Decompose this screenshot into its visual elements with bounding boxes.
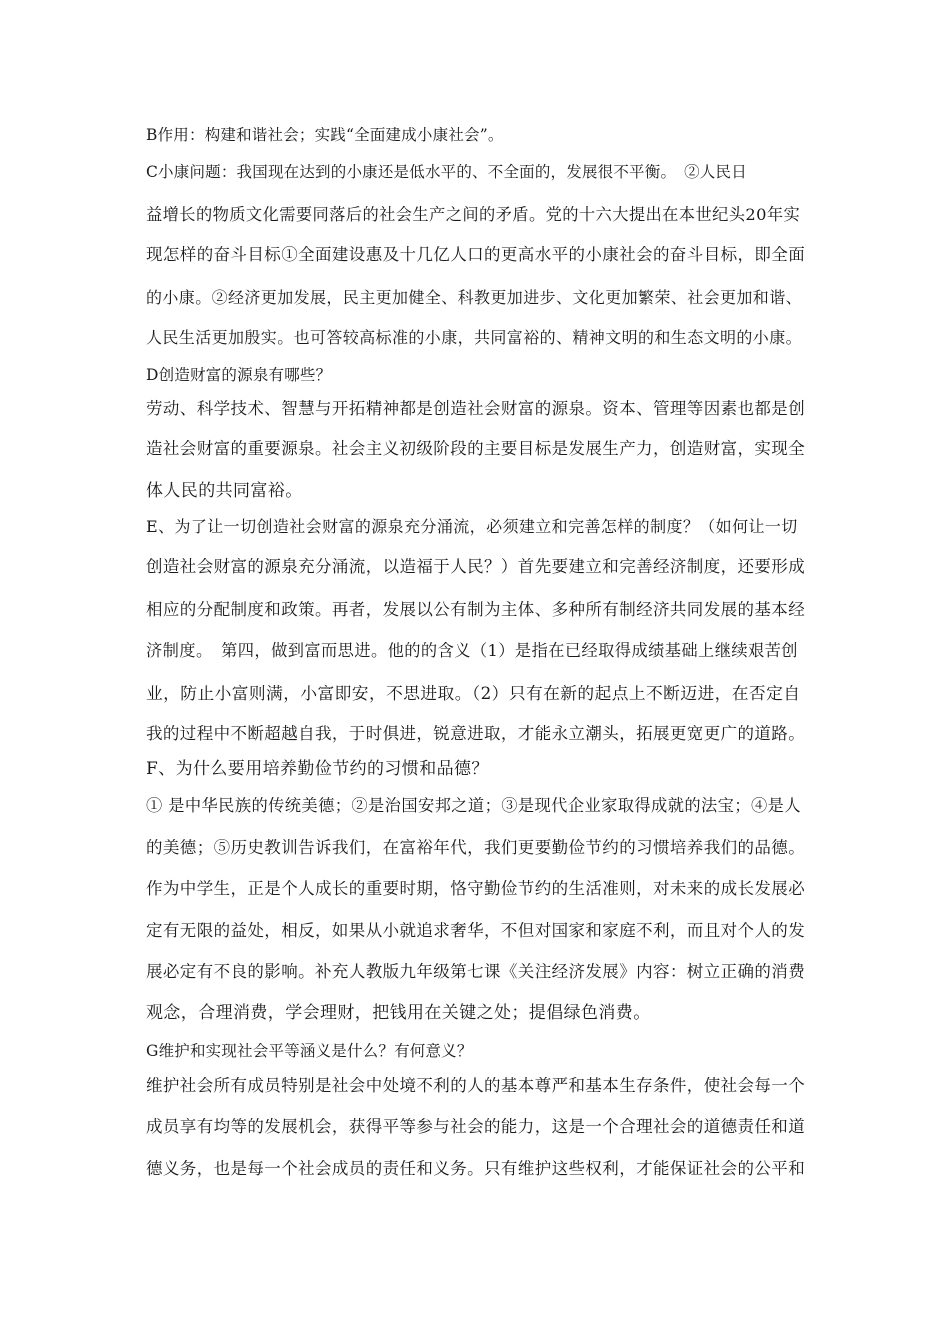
- paragraph-line: 我的过程中不断超越自我，于时俱进，锐意进取，才能永立潮头，拓展更宽更广的道路。: [146, 724, 806, 743]
- paragraph-line: 观念，合理消费，学会理财，把钱用在关键之处；提倡绿色消费。: [146, 1003, 651, 1023]
- section-heading-f: F、为什么要用培养勤俭节约的习惯和品德？: [146, 759, 489, 779]
- section-heading-c: C小康问题：我国现在达到的小康还是低水平的、不全面的，发展很不平衡。 ②人民日: [146, 163, 747, 181]
- paragraph-line: 的美德；⑤历史教训告诉我们，在富裕年代，我们更要勤俭节约的习惯培养我们的品德。: [146, 838, 806, 857]
- paragraph-line: 益增长的物质文化需要同落后的社会生产之间的矛盾。党的十六大提出在本世纪头20年实: [146, 205, 801, 224]
- paragraph-line: 维护社会所有成员特别是社会中处境不利的人的基本尊严和基本生存条件，使社会每一个: [146, 1076, 806, 1095]
- paragraph-line: 相应的分配制度和政策。再者，发展以公有制为主体、多种所有制经济共同发展的基本经: [146, 600, 806, 619]
- paragraph-line: 成员享有均等的发展机会，获得平等参与社会的能力，这是一个合理社会的道德责任和道: [146, 1117, 806, 1136]
- paragraph-line: 济制度。 第四，做到富而思进。他的的含义（1）是指在已经取得成绩基础上继续艰苦创: [146, 641, 798, 660]
- paragraph-line: 人民生活更加殷实。也可答较高标准的小康，共同富裕的、精神文明的和生态文明的小康。: [146, 328, 803, 347]
- paragraph-line: 定有无限的益处，相反，如果从小就追求奢华，不但对国家和家庭不利，而且对个人的发: [146, 921, 806, 940]
- paragraph-line: 创造社会财富的源泉充分涌流，以造福于人民？）首先要建立和完善经济制度，还要形成: [146, 557, 806, 576]
- paragraph-line: 德义务，也是每一个社会成员的责任和义务。只有维护这些权利，才能保证社会的公平和: [146, 1159, 806, 1178]
- paragraph-line: 现怎样的奋斗目标①全面建设惠及十几亿人口的更高水平的小康社会的奋斗目标，即全面: [146, 245, 806, 264]
- paragraph-line: ① 是中华民族的传统美德；②是治国安邦之道；③是现代企业家取得成就的法宝；④是人: [146, 796, 801, 815]
- paragraph-line: 展必定有不良的影响。补充人教版九年级第七课《关注经济发展》内容：树立正确的消费: [146, 962, 806, 981]
- paragraph-line: 的小康。②经济更加发展，民主更加健全、科教更加进步、文化更加繁荣、社会更加和谐、: [146, 288, 803, 307]
- section-heading-g: G维护和实现社会平等涵义是什么？有何意义？: [146, 1042, 473, 1060]
- section-heading-d: D创造财富的源泉有哪些？: [146, 366, 332, 384]
- paragraph-line: 劳动、科学技术、智慧与开拓精神都是创造社会财富的源泉。资本、管理等因素也都是创: [146, 399, 806, 418]
- paragraph-line: 业，防止小富则满，小富即安，不思进取。（2）只有在新的起点上不断迈进，在否定自: [146, 683, 801, 703]
- paragraph-line: 造社会财富的重要源泉。社会主义初级阶段的主要目标是发展生产力，创造财富，实现全: [146, 439, 806, 458]
- paragraph-line: 体人民的共同富裕。: [146, 481, 303, 501]
- section-heading-e: E、为了让一切创造社会财富的源泉充分涌流，必须建立和完善怎样的制度？（如何让一切: [146, 517, 798, 536]
- paragraph-line: 作为中学生，正是个人成长的重要时期，恪守勤俭节约的生活准则，对未来的成长发展必: [146, 879, 806, 898]
- section-heading-b: B作用：构建和谐社会；实践“全面建成小康社会”。: [146, 126, 504, 144]
